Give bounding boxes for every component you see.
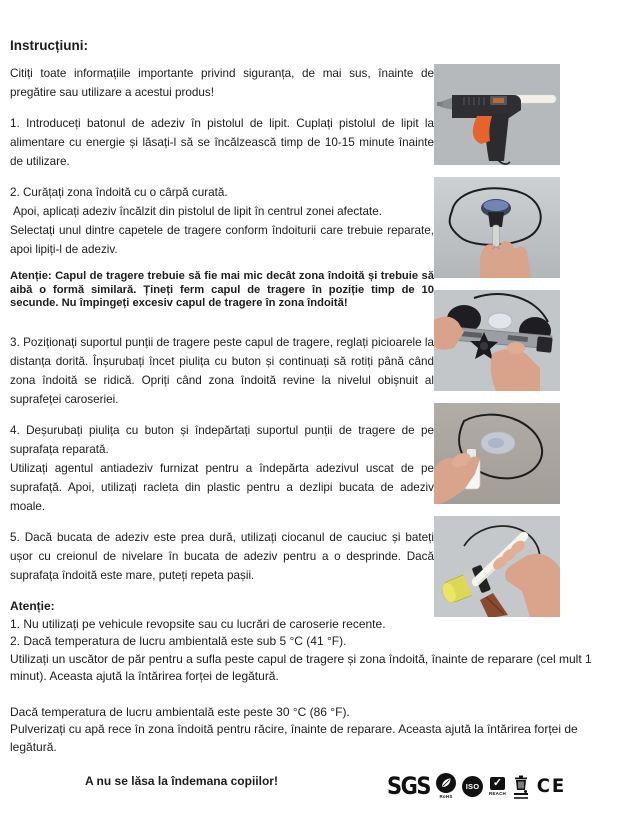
- attention-item-2-note: Utilizați un uscător de păr pentru a sufla peste capul de tragere și zona îndoită, înainte de reparare (cel mult 1 minut). Aceasta ajută la întărirea forței de legătură.: [10, 651, 592, 684]
- attention-hot-title: Dacă temperatura de lucru ambientală este peste 30 °C (86 °F).: [10, 704, 350, 719]
- attention-item-1: 1. Nu utilizați pe vehicule revopsite sau cu lucrări de caroserie recente.: [10, 616, 386, 631]
- rubber-mallet-and-pen-photo: [434, 516, 560, 617]
- step-5-text: 5. Dacă bucata de adeziv este prea dură, utilizați ciocanul de cauciuc și bateți ușor cu creionul de nivelare în bucata de adeziv pentru a o desprinde. Dacă suprafața îndoită este mare, puteți repeta pașii.: [10, 530, 434, 582]
- rohs-logo: [436, 773, 456, 799]
- rohs-leaf-icon: [436, 773, 456, 793]
- iso-logo: [462, 776, 483, 797]
- reach-check-icon: ✓: [490, 777, 505, 790]
- paragraph-step-2: [10, 183, 434, 259]
- page-title: Instrucțiuni:: [10, 38, 88, 53]
- glue-gun-photo: [434, 64, 560, 165]
- footer: [0, 770, 622, 804]
- certification-logos: [387, 770, 567, 802]
- blank-line: [10, 686, 614, 704]
- pulling-bridge-photo: [434, 290, 560, 391]
- step-2-warning: Atenție: Capul de tragere trebuie să fie mai mic decât zona îndoită și trebuie să aibă o formă similară. Țineți ferm capul de tragere în poziție timp de 10 secunde. Nu împingeți excesiv capul de tragere în zona îndoită!: [10, 270, 434, 310]
- instructions-column: [10, 36, 434, 597]
- step-4-line-1: 4. Deșurubați piulița cu buton și îndepărtați suportul punții de tragere de pe suprafața reparată.: [10, 423, 434, 456]
- release-agent-spray-photo: [434, 403, 560, 504]
- paragraph-step-5: [10, 528, 434, 585]
- reach-logo: [489, 777, 506, 796]
- keep-away-from-children-warning: A nu se lăsa la îndemana copiilor!: [85, 774, 278, 788]
- weee-bin-icon: [512, 774, 530, 796]
- rohs-label: RoHS: [439, 794, 453, 799]
- step-photos-column: [434, 64, 560, 629]
- step-4-line-2: Utilizați agentul antiadeziv furnizat pentru a îndepărta adezivul uscat de pe suprafață. Apoi, utilizați racleta din plastic pentru a dezlipi bucata de adeziv moale.: [10, 461, 434, 513]
- pull-tab-on-panel-photo: [434, 177, 560, 278]
- intro-text: Citiți toate informațiile importante privind siguranța, de mai sus, înainte de pregătire sau utilizare a acestui produs!: [10, 67, 434, 99]
- attention-title: Atenție:: [10, 599, 55, 613]
- weee-logo: [512, 774, 530, 799]
- attention-hot-note: Pulverizați cu apă rece în zona îndoită pentru răcire, înainte de reparare. Aceasta ajută la întărirea forței de legătură.: [10, 722, 578, 754]
- step-3-text: 3. Poziționați suportul punții de tragere peste capul de tragere, reglați picioarele la distanța dorită. Înșurubați încet piulița cu buton și continuați să rotiți până când zona îndoită se ridică. Opriți când zona îndoită revine la nivelul obișnuit al suprafeței caroseriei.: [10, 335, 434, 406]
- reach-label: REACH: [489, 790, 507, 796]
- sgs-logo: SGS: [387, 772, 430, 800]
- step-2-line-3: Selectați unul dintre capetele de tragere conform îndoiturii care trebuie reparate, apoi lipiți-l de adeziv.: [10, 224, 434, 256]
- paragraph-step-4: [10, 421, 434, 516]
- weee-caption-smudge: [514, 797, 528, 799]
- attention-item-2: 2. Dacă temperatura de lucru ambientală este sub 5 °C (41 °F).: [10, 634, 347, 649]
- step-2-line-1: 2. Curățați zona îndoită cu o cârpă curată.: [10, 186, 228, 199]
- ce-mark: CE: [536, 775, 567, 797]
- paragraph-step-3: [10, 333, 434, 409]
- step-2-line-2: Apoi, aplicați adeziv încălzit din pistolul de lipit în centrul zonei afectate.: [13, 205, 383, 218]
- iso-circle-icon: ISO: [462, 776, 483, 797]
- intro-paragraph: [10, 64, 434, 102]
- step-1-text: 1. Introduceți batonul de adeziv în pistolul de lipit. Cuplați pistolul de lipit la alimentare cu energie și lăsați-l să se încălzească timp de 10-15 minute înainte de utilizare.: [10, 117, 434, 168]
- paragraph-step-1: [10, 114, 434, 171]
